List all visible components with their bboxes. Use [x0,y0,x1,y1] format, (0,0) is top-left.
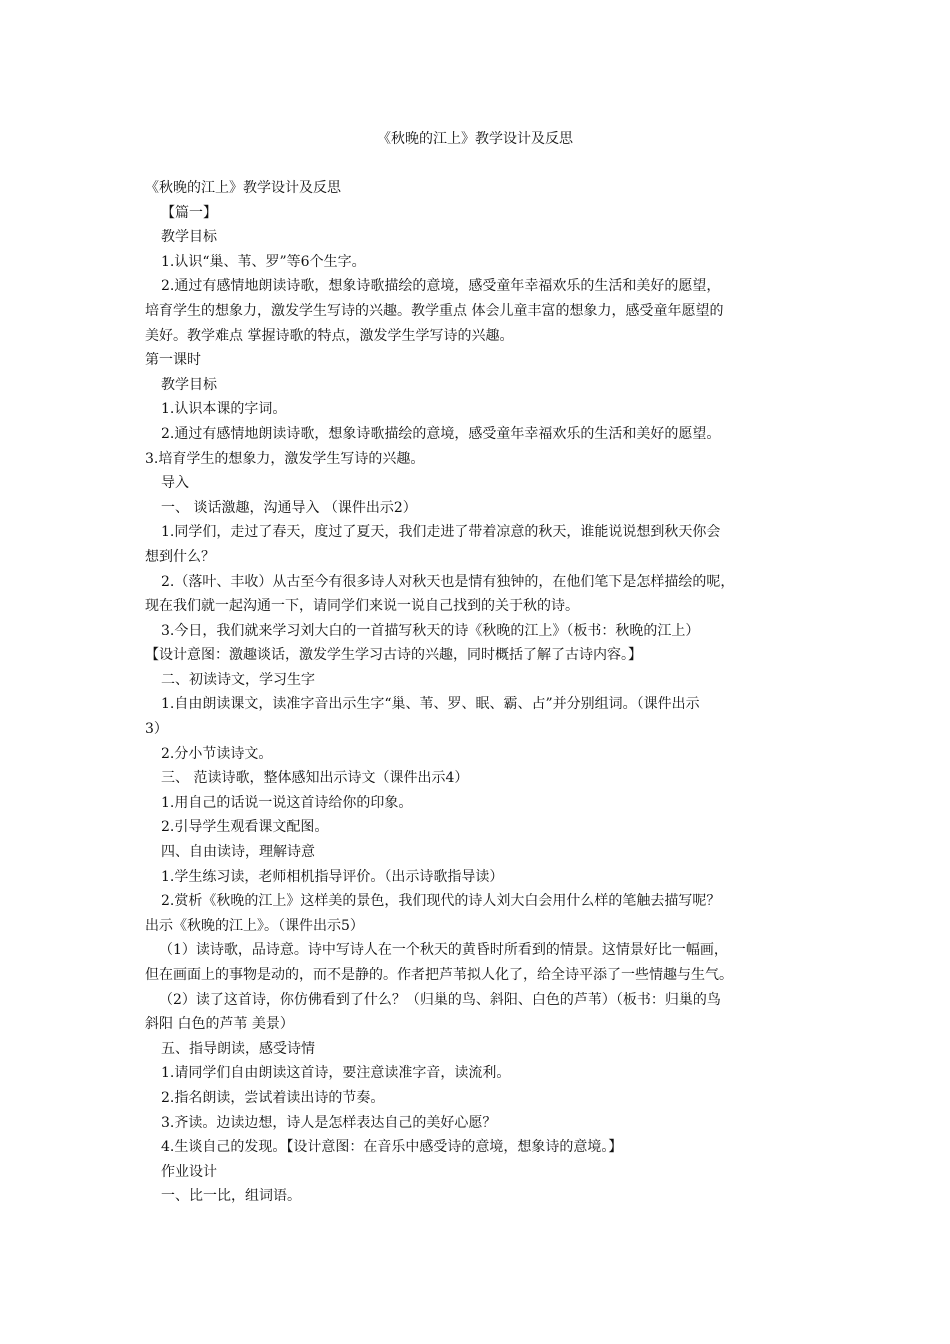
heading-line: 二、初读诗文，学习生字 [161,671,315,688]
paragraph-line: 培育学生的想象力，激发学生写诗的兴趣。教学重点 体会儿童丰富的想象力，感受童年愿望的 [145,302,724,319]
paragraph-line: 3.今日，我们就来学习刘大白的一首描写秋天的诗《秋晚的江上》（板书：秋晚的江上） [161,622,700,639]
paragraph-line: 3.培育学生的想象力，激发学生写诗的兴趣。 [145,450,425,467]
section-heading: 【篇一】 [161,204,217,221]
paragraph-line: 1.同学们，走过了春天，度过了夏天，我们走进了带着凉意的秋天，谁能说说想到秋天你会 [161,524,721,541]
paragraph-line: 美好。教学难点 掌握诗歌的特点，激发学生学写诗的兴趣。 [145,327,514,344]
design-note-line: 【设计意图：激趣谈话，激发学生学习古诗的兴趣，同时概括了解了古诗内容。】 [145,647,642,664]
paragraph-line: 2.（落叶、丰收）从古至今有很多诗人对秋天也是情有独钟的，在他们笔下是怎样描绘的呢， [161,573,735,590]
paragraph-line: 出示《秋晚的江上》。（课件出示5） [145,917,364,934]
heading-line: 教学目标 [161,376,217,393]
paragraph-line: 1.自由朗读课文，读准字音出示生字“巢、苇、罗、眠、霸、占”并分别组词。（课件出示 [161,696,700,713]
heading-line: 导入 [161,475,189,492]
subtitle-line: 《秋晚的江上》教学设计及反思 [145,180,341,196]
paragraph-line: 2.通过有感情地朗读诗歌，想象诗歌描绘的意境，感受童年幸福欢乐的生活和美好的愿望。 [161,425,721,442]
paragraph-line: （1）读诗歌，品诗意。诗中写诗人在一个秋天的黄昏时所看到的情景。这情景好比一幅画， [159,942,728,959]
heading-line: 作业设计 [161,1163,217,1180]
paragraph-line: 斜阳 白色的芦苇 美景） [145,1016,294,1033]
paragraph-line: 1.认识“巢、苇、罗”等6个生字。 [161,253,366,270]
paragraph-line: 想到什么？ [145,548,215,565]
paragraph-line: 3.齐读。边读边想，诗人是怎样表达自己的美好心愿？ [161,1114,497,1131]
document-title: 《秋晚的江上》教学设计及反思 [377,131,573,147]
paragraph-line: 3） [145,721,168,738]
paragraph-line: 现在我们就一起沟通一下，请同学们来说一说自己找到的关于秋的诗。 [145,598,579,615]
paragraph-line: 2.赏析《秋晚的江上》这样美的景色，我们现代的诗人刘大白会用什么样的笔触去描写呢？ [161,893,721,910]
heading-line: 教学目标 [161,229,217,246]
paragraph-line: 但在画面上的事物是动的，而不是静的。作者把芦苇拟人化了，给全诗平添了一些情趣与生气。 [145,967,733,983]
paragraph-line: 2.分小节读诗文。 [161,745,273,762]
paragraph-line: 1.用自己的话说一说这首诗给你的印象。 [161,794,413,811]
heading-line: 四、自由读诗，理解诗意 [161,844,315,861]
heading-line: 第一课时 [145,352,201,369]
paragraph-line: 2.引导学生观看课文配图。 [161,819,329,836]
document-body [145,176,815,1209]
paragraph-line: 1.学生练习读，老师相机指导评价。（出示诗歌指导读） [161,868,504,885]
heading-line: 一、 谈话激趣，沟通导入 （课件出示2） [161,499,417,516]
paragraph-line: 2.指名朗读，尝试着读出诗的节奏。 [161,1089,385,1106]
paragraph-line: 1.认识本课的字词。 [161,401,287,418]
paragraph-line: 一、比一比，组词语。 [161,1188,301,1205]
paragraph-line: 2.通过有感情地朗读诗歌，想象诗歌描绘的意境，感受童年幸福欢乐的生活和美好的愿望， [161,278,721,295]
paragraph-line: （2）读了这首诗，你仿佛看到了什么？（归巢的鸟、斜阳、白色的芦苇）（板书：归巢的鸟 [159,991,721,1008]
heading-line: 三、 范读诗歌，整体感知出示诗文（课件出示4） [161,770,469,787]
paragraph-line: 1.请同学们自由朗读这首诗，要注意读准字音，读流利。 [161,1065,511,1082]
paragraph-line: 4.生谈自己的发现。【设计意图：在音乐中感受诗的意境，想象诗的意境。】 [161,1139,623,1156]
heading-line: 五、指导朗读，感受诗情 [161,1040,315,1057]
